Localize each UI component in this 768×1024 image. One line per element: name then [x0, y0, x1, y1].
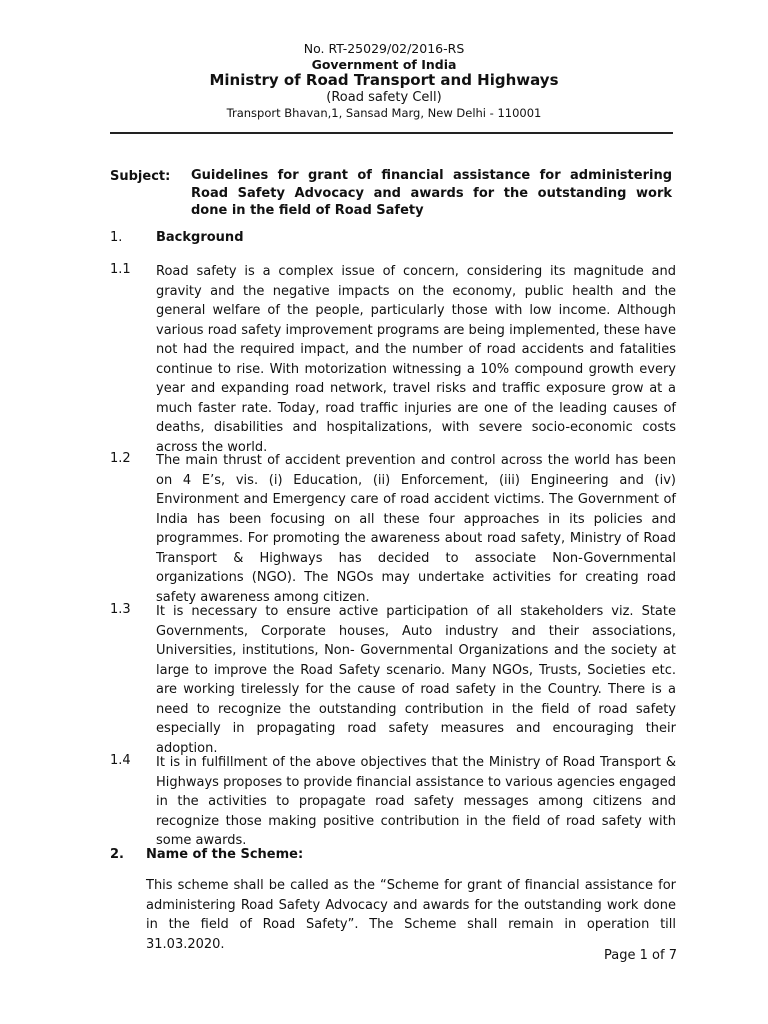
- paragraph-1-2-text: The main thrust of accident prevention and control across the world has been on 4 E’s, vis. (i) Education, (ii) Enforcement, (iii) Engineering and (iv) Environment and Emergency care of road accident victims. The Government of India has been focusing on all these four approaches in its policies and programmes. For promoting the awareness about road safety, Ministry of Road Transport & Highways has decided to associate Non-Governmental organizations (NGO). The NGOs may undertake activities for creating road safety awareness among citizen.: [156, 453, 676, 605]
- page-number: Page 1 of 7: [604, 948, 677, 963]
- section-2-text: This scheme shall be called as the “Scheme for grant of financial assistance for administering Road Safety Advocacy and awards for the outstanding work done in the field of Road Safety”. The Scheme shall remain in operation till 31.03.2020.: [146, 878, 676, 952]
- paragraph-1-1-number: 1.1: [110, 262, 131, 277]
- header-divider: [110, 132, 673, 134]
- subject-text: Guidelines for grant of financial assistance for administering Road Safety Advocacy and awards for the outstanding work done in the field of Road Safety: [191, 168, 672, 218]
- section-1-title: Background: [156, 230, 244, 245]
- section-2-number: 2.: [110, 847, 124, 862]
- cell-name: (Road safety Cell): [326, 90, 442, 105]
- office-address: Transport Bhavan,1, Sansad Marg, New Delhi - 110001: [226, 106, 542, 120]
- paragraph-1-4-number: 1.4: [110, 753, 131, 768]
- document-number: No. RT-25029/02/2016-RS: [303, 41, 465, 56]
- ministry-name: Ministry of Road Transport and Highways: [209, 71, 559, 89]
- paragraph-1-4-text: It is in fulfillment of the above objectives that the Ministry of Road Transport & Highways proposes to provide financial assistance to various agencies engaged in the activities to propagate road safety messages among citizens and recognize those making positive contribution in the field of road safety with some awards.: [156, 755, 676, 848]
- subject-label: Subject:: [110, 169, 171, 184]
- paragraph-1-2-number: 1.2: [110, 451, 131, 466]
- section-1-number: 1.: [110, 230, 123, 245]
- government-name: Government of India: [311, 57, 457, 72]
- paragraph-1-1-text: Road safety is a complex issue of concern, considering its magnitude and gravity and the negative impacts on the economy, public health and the general welfare of the people, particularly those with low income. Although various road safety improvement programs are being implemented, these have not had the required impact, and the number of road accidents and fatalities continue to rise. With motorization witnessing a 10% compound growth every year and expanding road network, travel risks and traffic exposure grow at a much faster rate. Today, road traffic injuries are one of the leading causes of deaths, disabilities and hospitalizations, with severe socio-economic costs across the world.: [156, 264, 676, 455]
- paragraph-1-3-text: It is necessary to ensure active participation of all stakeholders viz. State Governments, Corporate houses, Auto industry and their associations, Universities, institutions, Non- Governmental Organizations and the society at large to improve the Road Safety scenario. Many NGOs, Trusts, Societies etc. are working tirelessly for the cause of road safety in the Country. There is a need to recognize the outstanding contribution in the field of road safety especially in propagating road safety measures and encouraging their adoption.: [156, 604, 676, 756]
- section-2-title: Name of the Scheme:: [146, 847, 304, 862]
- paragraph-1-3-number: 1.3: [110, 602, 131, 617]
